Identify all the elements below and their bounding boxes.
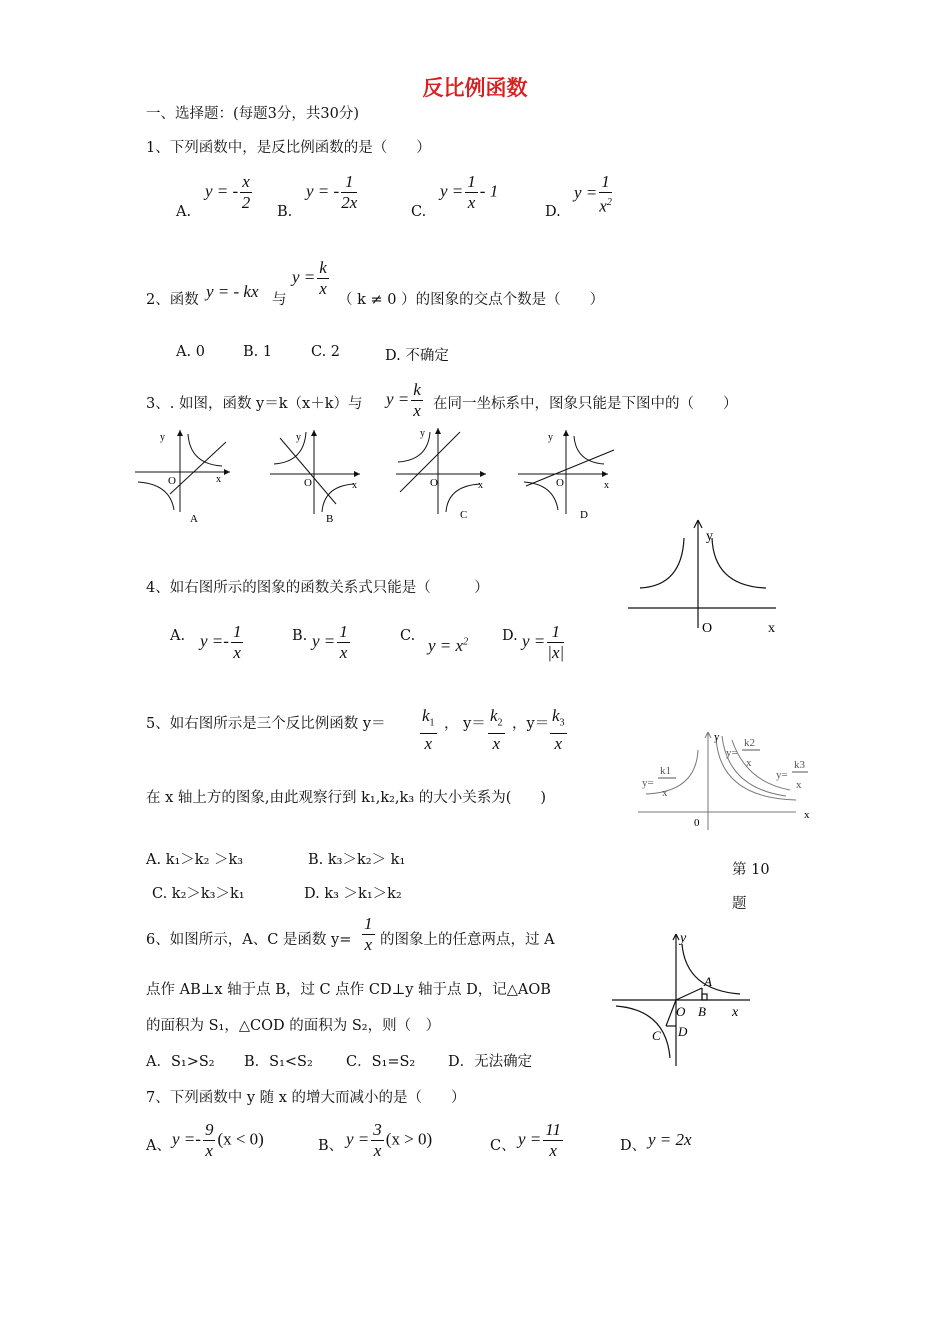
q4-fig-origin: O <box>702 621 713 636</box>
q6-fraction: $\frac{1}{x}$ <box>364 914 373 954</box>
q7-option-b: y = $\frac{3}{x}$ (x > 0) <box>346 1120 433 1160</box>
q5-fig-k2-den: x <box>746 757 752 769</box>
q5-caption-line2: 题 <box>732 896 747 912</box>
q5-fig-k3: k3 <box>794 759 805 771</box>
q6-prefix: 6、如图所示，A、C 是函数 y= <box>146 932 352 948</box>
q3-graph-a-ylabel: y <box>160 432 165 443</box>
q5-fig-k3-den: x <box>796 779 802 791</box>
q4-option-c: $y = x^2$ <box>428 636 469 655</box>
q4-label-d: D. <box>502 628 518 644</box>
q5-line2: 在 x 轴上方的图象,由此观察行到 k₁,k₂,k₃ 的大小关系为( ) <box>146 790 547 806</box>
q1-label-d: D. <box>545 204 561 220</box>
q4-option-a: y =- $\frac{1}{x}$ <box>200 622 242 662</box>
q3-graphs <box>130 424 610 528</box>
q6-suffix: 的图象上的任意两点，过 A <box>380 932 555 948</box>
q1-option-c: y = $\frac{1}{x}$ - 1 <box>440 172 499 212</box>
q4-label-a: A. <box>170 628 186 644</box>
q5-figure <box>636 726 816 836</box>
q6-fig-y: y <box>680 931 687 946</box>
q4-label-b: B. <box>292 628 308 644</box>
q4-option-b: y = $\frac{1}{x}$ <box>312 622 348 662</box>
q4-figure <box>626 514 786 640</box>
q3-graph-b-ylabel: y <box>296 432 301 443</box>
q5-caption-line1: 第 10 <box>732 862 770 878</box>
q3-graph-a-xlabel: x <box>216 474 221 485</box>
q3-graph-c-label: C <box>460 509 468 521</box>
q5-fig-origin: 0 <box>694 817 700 829</box>
q5-sep2: ，y＝ <box>512 716 550 732</box>
q4-fig-xlabel: x <box>768 621 775 636</box>
q3-graph-b <box>270 430 360 514</box>
q7-label-b: B、 <box>318 1138 344 1154</box>
q1-label-a: A. <box>176 204 192 220</box>
q3-graph-d-xlabel: x <box>604 480 609 491</box>
q2-option-c: C. 2 <box>311 344 341 360</box>
q5-option-d: D. k₃ ＞k₁＞k₂ <box>304 886 402 902</box>
q5-fig-k1: k1 <box>660 765 671 777</box>
q3-formula: y = $\frac{k}{x}$ <box>386 380 421 420</box>
q5-k2-fraction: $\frac{k_2}{x}$ <box>490 706 503 754</box>
q1-label-b: B. <box>277 204 293 220</box>
q3-graph-d <box>518 430 614 514</box>
q7-label-a: A、 <box>146 1138 171 1154</box>
q4-label-c: C. <box>400 628 416 644</box>
q5-fig-xlabel: x <box>804 809 810 821</box>
q6-option-d: D．无法确定 <box>448 1054 533 1070</box>
q5-option-a: A. k₁＞k₂ ＞k₃ <box>146 852 244 868</box>
q5-fig-k2: k2 <box>744 737 755 749</box>
q1-option-b: y = - $\frac{1}{2x}$ <box>306 172 358 212</box>
q2-option-b: B. 1 <box>243 344 273 360</box>
q5-k3-fraction: $\frac{k_3}{x}$ <box>552 706 565 754</box>
q7-option-c: y = $\frac{11}{x}$ <box>518 1120 562 1160</box>
page-title: 反比例函数 <box>422 76 528 100</box>
q3-graph-b-origin: O <box>304 477 312 489</box>
q5-option-c: C. k₂＞k₃＞k₁ <box>152 886 245 902</box>
q6-option-b: B．S₁<S₂ <box>244 1054 313 1070</box>
q1-label-c: C. <box>411 204 427 220</box>
q3-graph-a-origin: O <box>168 475 176 487</box>
q3-graph-d-label: D <box>580 509 588 521</box>
q3-graph-d-origin: O <box>556 477 564 489</box>
q2-condition: （ k ≠ 0 ）的图象的交点个数是（ ） <box>338 292 605 308</box>
q5-prefix: 5、如右图所示是三个反比例函数 y＝ <box>146 716 386 732</box>
q5-fig-y3: y= <box>776 769 788 781</box>
q3-graph-a-label: A <box>190 513 198 525</box>
q3-graph-c-xlabel: x <box>478 480 483 491</box>
q3-graph-c <box>396 428 486 514</box>
q6-option-c: C．S₁=S₂ <box>346 1054 416 1070</box>
q5-fig-y1: y= <box>642 777 654 789</box>
q3-suffix: 在同一坐标系中，图象只能是下图中的（ ） <box>433 396 738 412</box>
q3-graph-a <box>135 430 230 512</box>
q3-graph-c-ylabel: y <box>420 428 425 439</box>
q3-graph-b-label: B <box>326 513 334 525</box>
q5-fig-k1-den: x <box>662 787 668 799</box>
q2-option-d: D. 不确定 <box>385 348 449 364</box>
q1-option-d: y = $\frac{1}{x^2}$ <box>574 172 612 216</box>
q3-graph-d-ylabel: y <box>548 432 553 443</box>
q6-fig-c: C <box>652 1028 661 1043</box>
q7-option-d: y = 2x <box>648 1130 692 1149</box>
q4-option-d: y = $\frac{1}{|x|}$ <box>522 622 565 662</box>
q7-stem: 7、下列函数中 y 随 x 的增大而减小的是（ ） <box>146 1090 466 1106</box>
q4-fig-ylabel: y <box>706 529 713 544</box>
q1-option-a: y = - $\frac{x}{2}$ <box>205 172 251 212</box>
q5-option-b: B. k₃＞k₂＞ k₁ <box>308 852 406 868</box>
q6-fig-b: B <box>698 1004 706 1019</box>
q6-figure <box>610 930 760 1070</box>
q6-fig-a: A <box>704 974 712 989</box>
section-heading: 一、选择题：(每题3分，共30分) <box>146 106 359 122</box>
q6-fig-x: x <box>732 1005 739 1020</box>
q7-label-d: D、 <box>620 1138 647 1154</box>
q2-func1: y = - kx <box>206 282 259 301</box>
q6-fig-d: D <box>678 1024 688 1039</box>
q5-k1-fraction: $\frac{k_1}{x}$ <box>422 706 435 754</box>
q6-line3: 的面积为 S₁，△COD 的面积为 S₂，则（ ） <box>146 1018 441 1034</box>
q2-and: 与 <box>272 292 287 308</box>
q7-option-a: y =- $\frac{9}{x}$ (x < 0) <box>172 1120 264 1160</box>
q3-graph-c-origin: O <box>430 477 438 489</box>
q6-option-a: A．S₁>S₂ <box>146 1054 215 1070</box>
q2-func2: y = $\frac{k}{x}$ <box>292 258 327 298</box>
q3-graph-b-xlabel: x <box>352 480 357 491</box>
q4-stem: 4、如右图所示的图象的函数关系式只能是（ ） <box>146 580 489 596</box>
q6-fig-o: O <box>676 1004 686 1019</box>
q5-fig-y2: y= <box>726 747 738 759</box>
q1-stem: 1、下列函数中，是反比例函数的是（ ） <box>146 140 431 156</box>
q6-line2: 点作 AB⊥x 轴于点 B，过 C 点作 CD⊥y 轴于点 D，记△AOB <box>146 982 551 998</box>
q5-sep1: ， y＝ <box>444 716 486 732</box>
q2-prefix: 2、函数 <box>146 292 199 308</box>
q7-label-c: C、 <box>490 1138 516 1154</box>
q2-option-a: A. 0 <box>176 344 205 360</box>
q5-fig-ylabel: y <box>714 731 720 743</box>
q3-prefix: 3、. 如图，函数 y＝k（x＋k）与 <box>146 396 363 412</box>
